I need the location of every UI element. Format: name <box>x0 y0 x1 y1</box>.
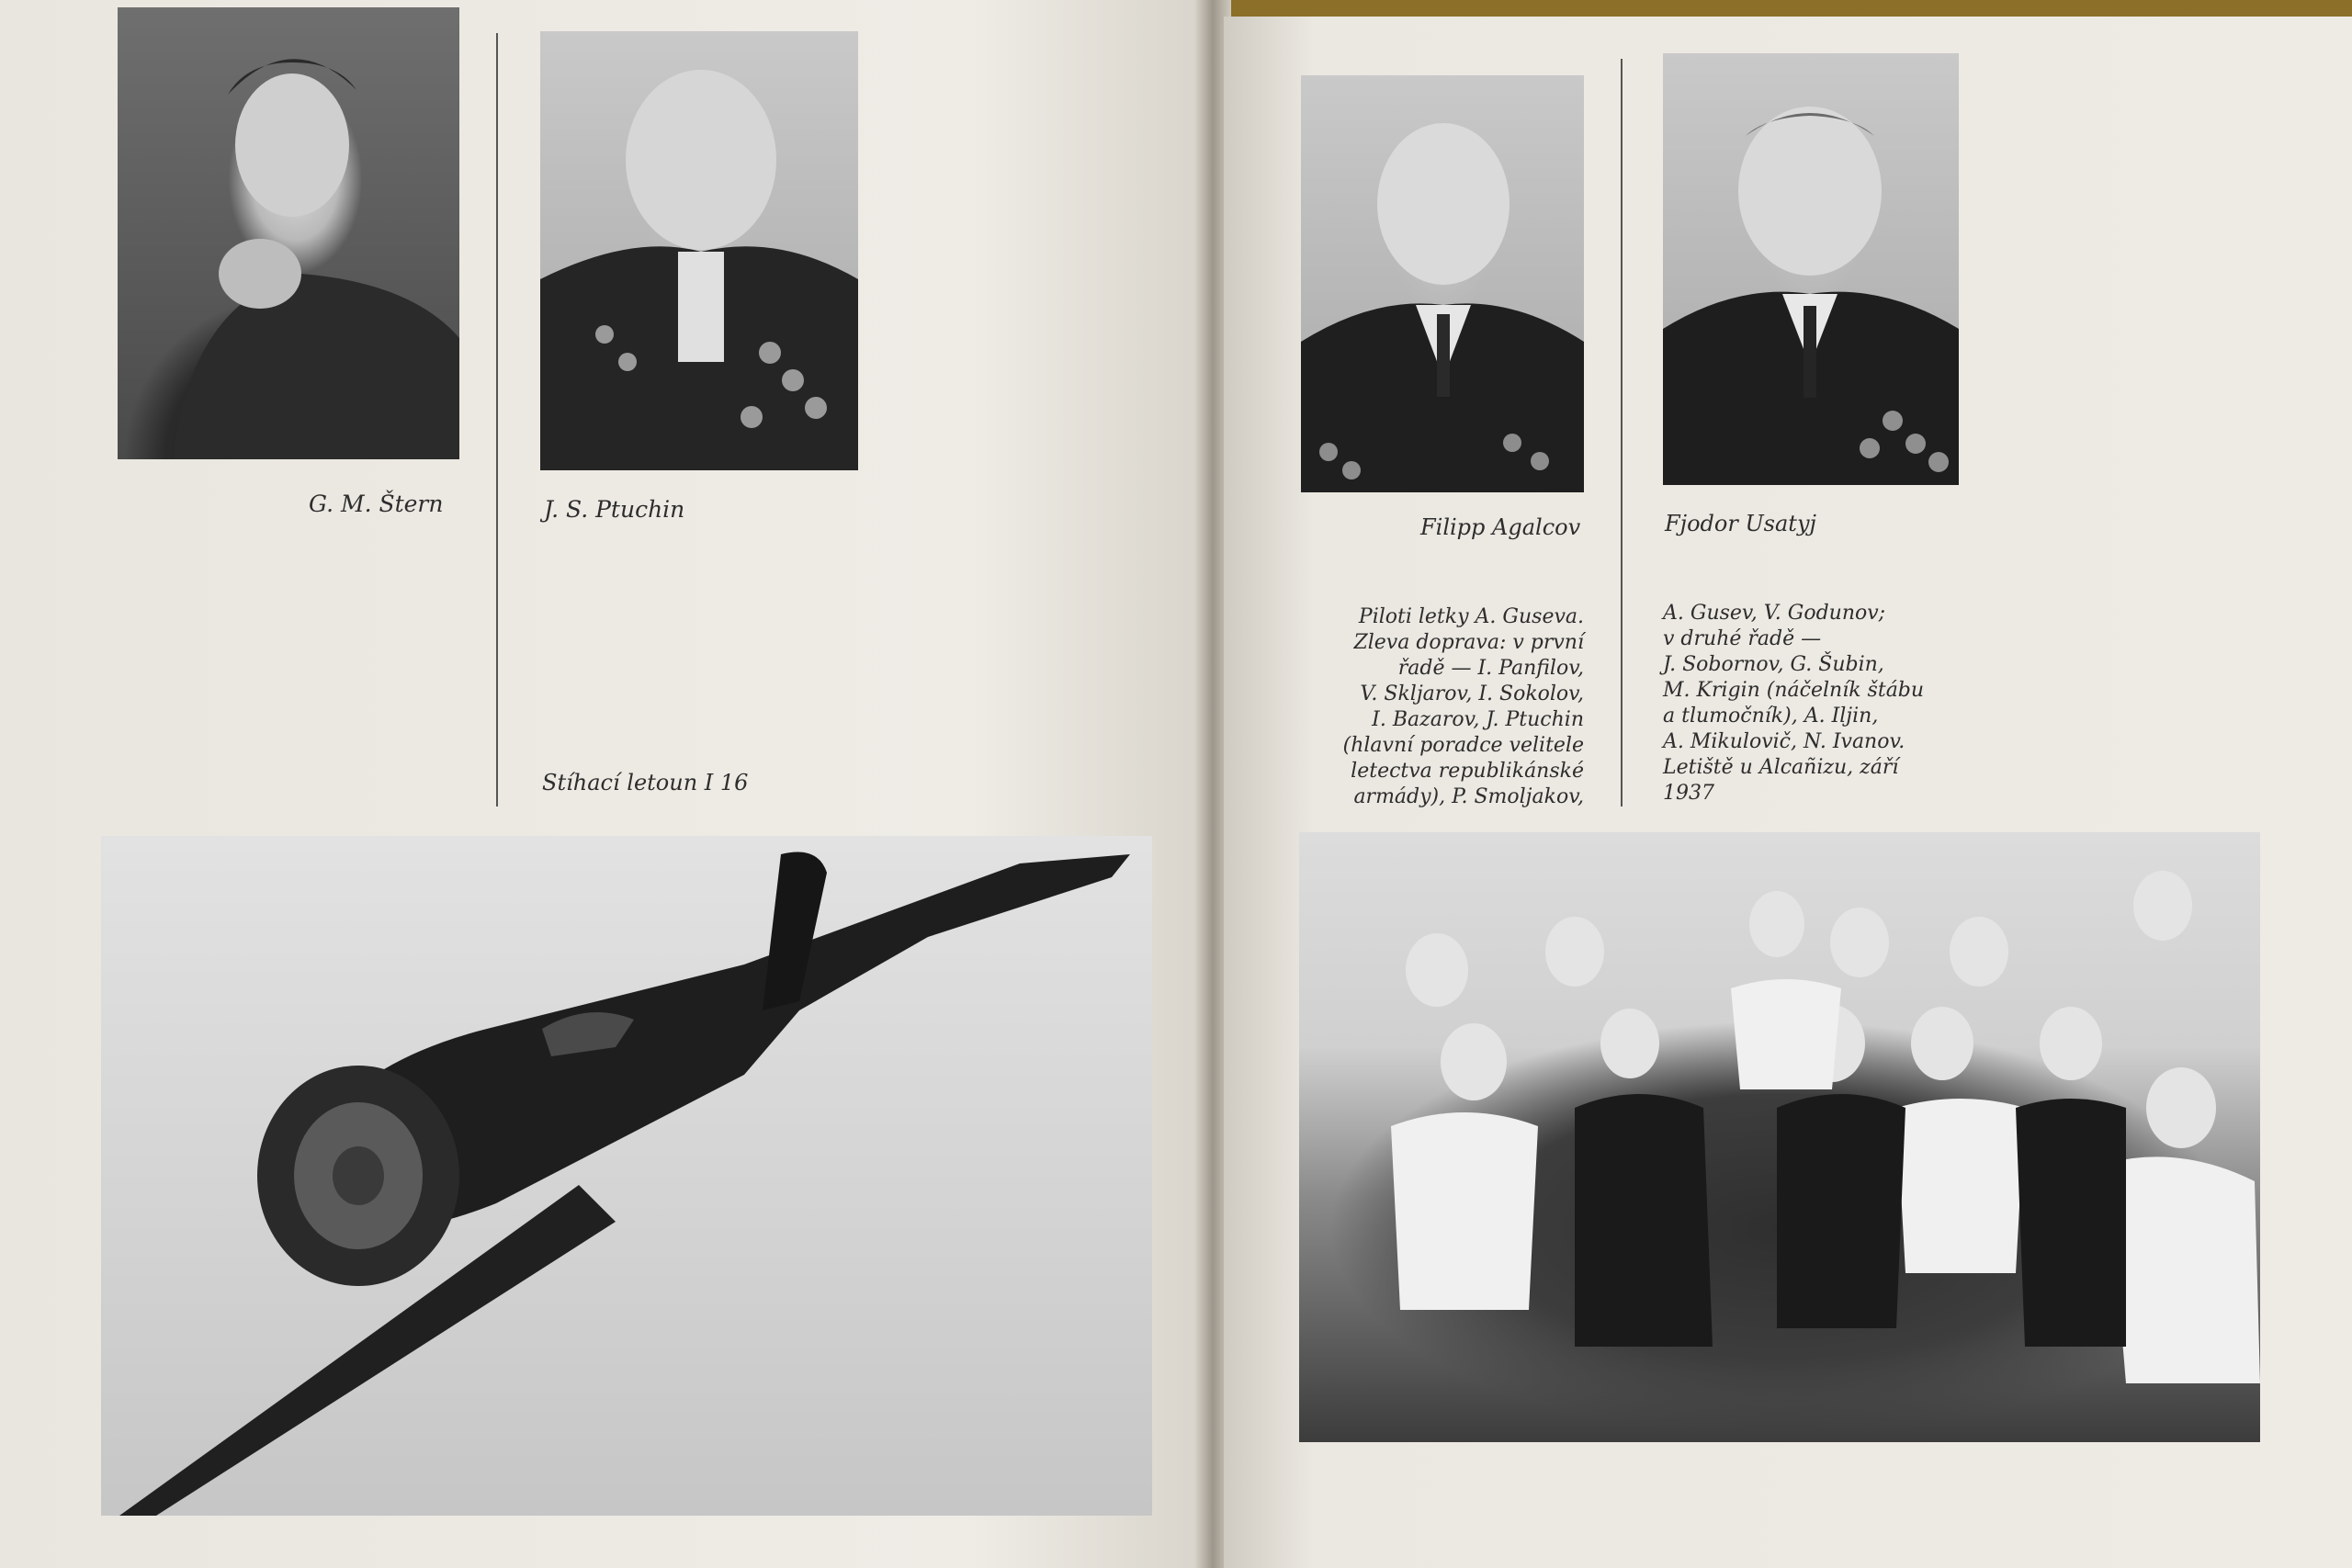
caption-line: Piloti letky A. Guseva. <box>1358 605 1584 628</box>
caption-line: Zleva doprava: v první <box>1353 631 1584 654</box>
portrait-stern-figure <box>118 7 459 459</box>
caption-line: 1937 <box>1663 782 1714 805</box>
caption-line: A. Mikulovič, N. Ivanov. <box>1663 730 1905 753</box>
portrait-usatyj-figure <box>1663 53 1959 485</box>
caption-line: a tlumočník), A. Iljin, <box>1663 705 1879 728</box>
left-column-divider <box>496 33 498 807</box>
group-figures <box>1299 832 2260 1442</box>
portrait-agalcov <box>1301 75 1584 492</box>
caption-agalcov: Filipp Agalcov <box>1420 514 1581 540</box>
caption-stern: G. M. Štern <box>309 491 444 517</box>
caption-line: řadě — I. Panfilov, <box>1397 657 1584 680</box>
caption-line: V. Skljarov, I. Sokolov, <box>1360 682 1584 705</box>
caption-line: (hlavní poradce velitele <box>1342 734 1584 757</box>
caption-line: M. Krigin (náčelník štábu <box>1663 679 1925 702</box>
caption-line: letectva republikánské <box>1351 760 1584 783</box>
portrait-stern <box>118 7 459 459</box>
portrait-ptuchin <box>540 31 858 470</box>
caption-plane: Stíhací letoun I 16 <box>542 770 749 795</box>
plane-silhouette <box>101 836 1152 1516</box>
right-column-divider <box>1621 59 1623 807</box>
caption-line: armády), P. Smoljakov, <box>1353 785 1584 808</box>
portrait-agalcov-figure <box>1301 75 1584 492</box>
caption-ptuchin: J. S. Ptuchin <box>544 496 685 523</box>
caption-line: A. Gusev, V. Godunov; <box>1663 602 1886 625</box>
portrait-ptuchin-figure <box>540 31 858 470</box>
caption-line: Letiště u Alcañizu, září <box>1663 756 1899 779</box>
group-caption-left <box>1290 604 1584 810</box>
group-photo <box>1299 832 2260 1442</box>
caption-line: v druhé řadě — <box>1663 627 1822 650</box>
caption-line: I. Bazarov, J. Ptuchin <box>1372 708 1584 731</box>
group-caption-right <box>1663 601 1975 807</box>
portrait-usatyj <box>1663 53 1959 485</box>
caption-usatyj: Fjodor Usatyj <box>1665 511 1816 536</box>
plane-photo <box>101 836 1152 1516</box>
caption-line: J. Sobornov, G. Šubin, <box>1663 653 1884 676</box>
